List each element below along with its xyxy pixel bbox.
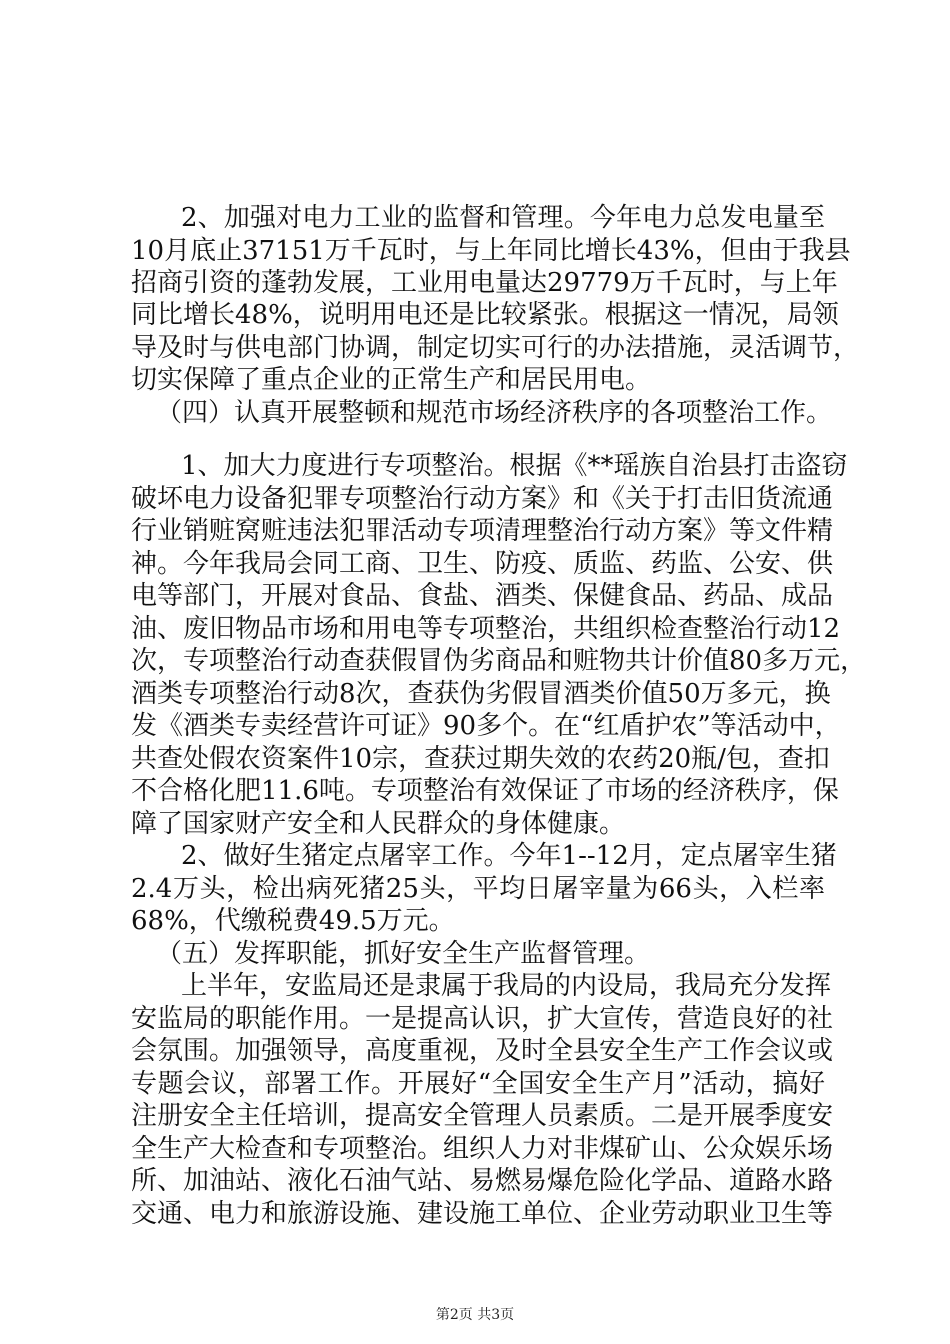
para4-line3: 会氛围。加强领导，高度重视，及时全县安全生产工作会议或 bbox=[131, 1036, 834, 1066]
para2-line6: 油、废旧物品市场和用电等专项整治，共组织检查整治行动12 bbox=[131, 614, 841, 644]
para1-line3: 招商引资的蓬勃发展，工业用电量达29779万千瓦时，与上年 bbox=[131, 268, 838, 298]
para4-line6: 全生产大检查和专项整治。组织人力对非煤矿山、公众娱乐场 bbox=[131, 1134, 834, 1164]
para3-line1: 2、做好生猪定点屠宰工作。今年1--12月，定点屠宰生猪 bbox=[181, 841, 837, 871]
para4-line1: 上半年，安监局还是隶属于我局的内设局，我局充分发挥 bbox=[181, 971, 832, 1001]
para1-line6: 切实保障了重点企业的正常生产和居民用电。 bbox=[131, 365, 652, 395]
para1-line1: 2、加强对电力工业的监督和管理。今年电力总发电量至 bbox=[181, 203, 825, 233]
para2-line7: 次，专项整治行动查获假冒伪劣商品和赃物共计价值80多万元， bbox=[131, 646, 867, 676]
para2-line12: 障了国家财产安全和人民群众的身体健康。 bbox=[131, 809, 626, 839]
para2-line9: 发《酒类专卖经营许可证》90多个。在“红盾护农”等活动中， bbox=[131, 711, 841, 741]
para4-line8: 交通、电力和旅游设施、建设施工单位、企业劳动职业卫生等 bbox=[131, 1199, 834, 1229]
para1-line4: 同比增长48%，说明用电还是比较紧张。根据这一情况，局领 bbox=[131, 300, 839, 330]
para4-line7: 所、加油站、液化石油气站、易燃易爆危险化学品、道路水路 bbox=[131, 1166, 834, 1196]
heading-four: （四）认真开展整顿和规范市场经济秩序的各项整治工作。 bbox=[156, 398, 833, 428]
para4-line4: 专题会议，部署工作。开展好“全国安全生产月”活动，搞好 bbox=[131, 1069, 825, 1099]
para3-line2: 2.4万头，检出病死猪25头，平均日屠宰量为66头，入栏率 bbox=[131, 874, 825, 904]
para2-line3: 行业销赃窝赃违法犯罪活动专项清理整治行动方案》等文件精 bbox=[131, 516, 834, 546]
para2-line2: 破坏电力设备犯罪专项整治行动方案》和《关于打击旧货流通 bbox=[131, 484, 834, 514]
para4-line5: 注册安全主任培训，提高安全管理人员素质。二是开展季度安 bbox=[131, 1101, 834, 1131]
para2-line10: 共查处假农资案件10宗，查获过期失效的农药20瓶/包，查扣 bbox=[131, 744, 830, 774]
para1-line2: 10月底止37151万千瓦时，与上年同比增长43%，但由于我县 bbox=[131, 236, 851, 266]
para3-line3: 68%，代缴税费49.5万元。 bbox=[131, 906, 455, 936]
para2-line5: 电等部门，开展对食品、食盐、酒类、保健食品、药品、成品 bbox=[131, 581, 834, 611]
para2-line11: 不合格化肥11.6吨。专项整治有效保证了市场的经济秩序，保 bbox=[131, 776, 839, 806]
para2-line8: 酒类专项整治行动8次，查获伪劣假冒酒类价值50万多元，换 bbox=[131, 679, 831, 709]
para4-line2: 安监局的职能作用。一是提高认识，扩大宣传，营造良好的社 bbox=[131, 1004, 834, 1034]
para1-line5: 导及时与供电部门协调，制定切实可行的办法措施，灵活调节， bbox=[131, 333, 860, 363]
para2-line1: 1、加大力度进行专项整治。根据《**瑶族自治县打击盗窃 bbox=[181, 451, 848, 481]
para2-line4: 神。今年我局会同工商、卫生、防疫、质监、药监、公安、供 bbox=[131, 549, 834, 579]
page-footer: 第2页 共3页 bbox=[435, 1307, 515, 1323]
heading-five: （五）发挥职能，抓好安全生产监督管理。 bbox=[156, 939, 651, 969]
